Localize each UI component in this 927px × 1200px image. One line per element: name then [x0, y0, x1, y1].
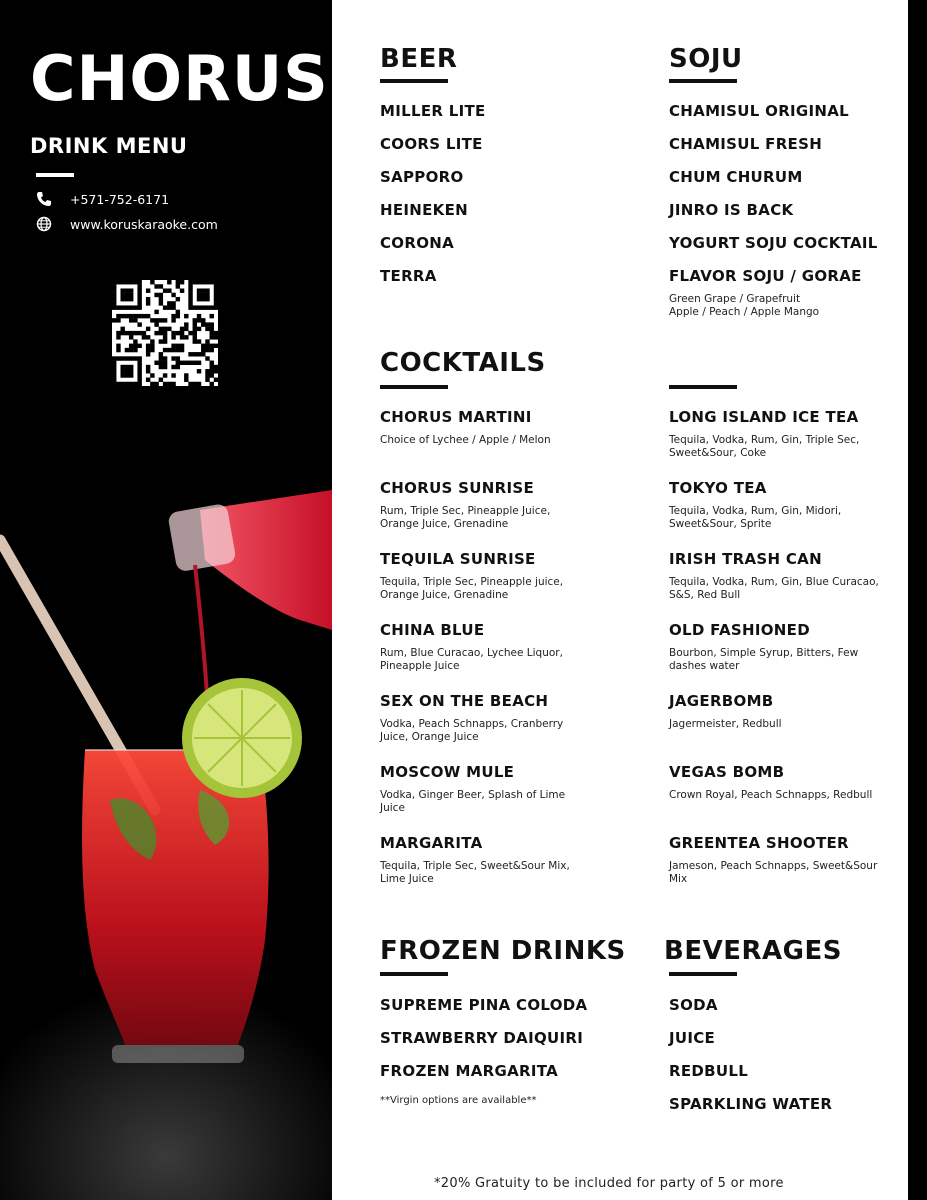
beer-underline	[380, 79, 448, 83]
subtitle-underline	[36, 173, 74, 177]
cocktail-ingredients: Vodka, Ginger Beer, Splash of Lime Juice	[380, 789, 566, 814]
phone-icon	[36, 191, 52, 207]
soju-item: FLAVOR SOJU / GORAE	[669, 267, 862, 285]
beverage-item: JUICE	[669, 1029, 716, 1047]
frozen-underline	[380, 972, 448, 976]
cocktail-name: CHINA BLUE	[380, 621, 485, 639]
cocktail-ingredients: Tequila, Triple Sec, Sweet&Sour Mix, Lime Juice	[380, 860, 570, 885]
beer-heading: BEER	[380, 44, 458, 74]
beverage-item: SPARKLING WATER	[669, 1095, 833, 1113]
beer-item: CORONA	[380, 234, 455, 252]
cocktail-name: VEGAS BOMB	[669, 763, 785, 781]
phone-number: +571-752-6171	[70, 191, 170, 207]
cocktails-underline-right	[669, 385, 737, 389]
cocktail-name: CHORUS MARTINI	[380, 408, 532, 426]
cocktail-name: TEQUILA SUNRISE	[380, 550, 536, 568]
soju-underline	[669, 79, 737, 83]
soju-item: YOGURT SOJU COCKTAIL	[669, 234, 878, 252]
soju-heading: SOJU	[669, 44, 743, 74]
cocktail-name: IRISH TRASH CAN	[669, 550, 822, 568]
frozen-item: SUPREME PINA COLODA	[380, 996, 588, 1014]
cocktail-name: JAGERBOMB	[669, 692, 774, 710]
cocktail-ingredients: Tequila, Vodka, Rum, Gin, Blue Curacao, S&S, Red Bull	[669, 576, 879, 601]
brand-subtitle: DRINK MENU	[30, 134, 188, 158]
beer-item: MILLER LITE	[380, 102, 486, 120]
cocktails-underline	[380, 385, 448, 389]
cocktail-ingredients: Rum, Blue Curacao, Lychee Liquor, Pineapple Juice	[380, 647, 563, 672]
beer-item: SAPPORO	[380, 168, 464, 186]
cocktail-name: MOSCOW MULE	[380, 763, 515, 781]
cocktail-name: TOKYO TEA	[669, 479, 767, 497]
soju-item: CHAMISUL ORIGINAL	[669, 102, 850, 120]
beer-item: TERRA	[380, 267, 437, 285]
cocktail-name: LONG ISLAND ICE TEA	[669, 408, 859, 426]
cocktail-ingredients: Tequila, Triple Sec, Pineapple juice, Orange Juice, Grenadine	[380, 576, 564, 601]
soju-item: CHAMISUL FRESH	[669, 135, 823, 153]
phone-row[interactable]	[36, 191, 169, 207]
beer-item: HEINEKEN	[380, 201, 469, 219]
beverage-item: SODA	[669, 996, 718, 1014]
cocktail-ingredients: Jagermeister, Redbull	[669, 718, 782, 730]
frozen-item: FROZEN MARGARITA	[380, 1062, 559, 1080]
website-row[interactable]	[36, 216, 218, 232]
cocktail-ingredients: Tequila, Vodka, Rum, Gin, Midori, Sweet&Sour, Sprite	[669, 505, 842, 530]
beverages-heading: BEVERAGES	[664, 936, 842, 966]
cocktail-ingredients: Choice of Lychee / Apple / Melon	[380, 434, 551, 446]
gratuity-footer: *20% Gratuity to be included for party of 5 or more	[434, 1176, 784, 1191]
soju-item: CHUM CHURUM	[669, 168, 803, 186]
left-panel	[0, 0, 332, 1200]
website-url: www.koruskaraoke.com	[70, 216, 218, 232]
cocktail-name: SEX ON THE BEACH	[380, 692, 549, 710]
cocktail-ingredients: Rum, Triple Sec, Pineapple Juice, Orange Juice, Grenadine	[380, 505, 551, 530]
cocktail-ingredients: Tequila, Vodka, Rum, Gin, Triple Sec, Sweet&Sour, Coke	[669, 434, 860, 459]
cocktail-photo	[0, 470, 332, 1200]
beverages-underline	[669, 972, 737, 976]
cocktail-ingredients: Bourbon, Simple Syrup, Bitters, Few dashes water	[669, 647, 859, 672]
cocktails-heading: COCKTAILS	[380, 348, 546, 378]
cocktail-name: GREENTEA SHOOTER	[669, 834, 849, 852]
right-edge-strip	[908, 0, 927, 1200]
cocktail-ingredients: Jameson, Peach Schnapps, Sweet&Sour Mix	[669, 860, 878, 885]
beer-item: COORS LITE	[380, 135, 483, 153]
cocktail-name: OLD FASHIONED	[669, 621, 810, 639]
cocktail-ingredients: Vodka, Peach Schnapps, Cranberry Juice, Orange Juice	[380, 718, 564, 743]
brand-title: CHORUS	[30, 42, 329, 115]
frozen-item: STRAWBERRY DAIQUIRI	[380, 1029, 584, 1047]
soju-flavor-desc: Green Grape / Grapefruit Apple / Peach / Apple Mango	[669, 293, 820, 318]
cocktail-name: CHORUS SUNRISE	[380, 479, 534, 497]
beverage-item: REDBULL	[669, 1062, 749, 1080]
frozen-heading: FROZEN DRINKS	[380, 936, 626, 966]
globe-icon	[36, 216, 52, 232]
cocktail-ingredients: Crown Royal, Peach Schnapps, Redbull	[669, 789, 873, 801]
virgin-note: **Virgin options are available**	[380, 1095, 537, 1106]
cocktail-name: MARGARITA	[380, 834, 483, 852]
soju-item: JINRO IS BACK	[669, 201, 794, 219]
qr-code[interactable]	[112, 280, 218, 386]
